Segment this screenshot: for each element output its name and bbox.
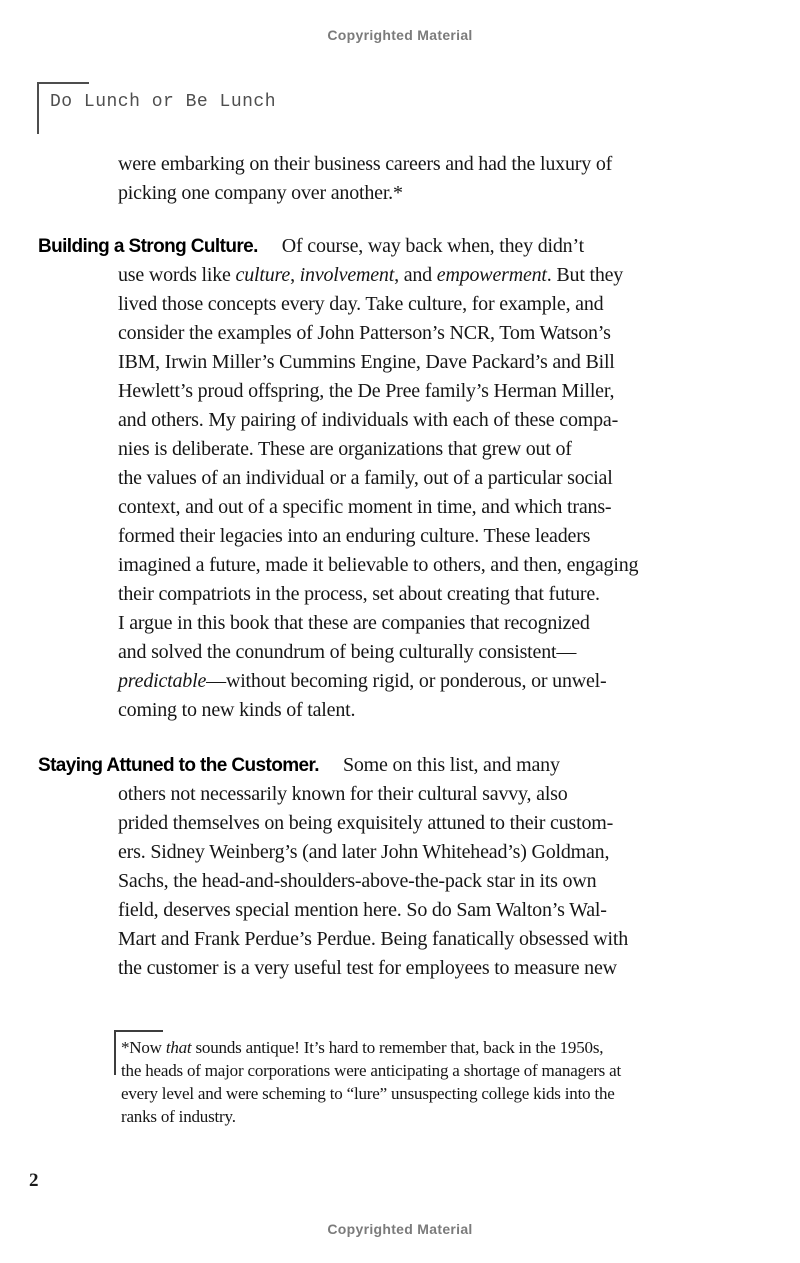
text-line: Hewlett’s proud offspring, the De Pree family’s Herman Miller, (118, 380, 615, 402)
text-line: Sachs, the head-and-shoulders-above-the-pack star in its own (118, 870, 597, 892)
text-line: use words like culture, involvement, and empowerment. But they (118, 264, 624, 286)
section-first-line (38, 751, 628, 780)
text-line: predictable—without becoming rigid, or ponderous, or unwel- (118, 670, 607, 692)
section-first-line-text: Some on this list, and many (342, 754, 560, 776)
text-line: every level and were scheming to “lure” unsuspecting college kids into the (121, 1084, 615, 1103)
text-line: prided themselves on being exquisitely attuned to their custom- (118, 812, 614, 834)
text-line: consider the examples of John Patterson’s NCR, Tom Watson’s (118, 322, 611, 344)
text-line: picking one company over another.* (118, 182, 403, 204)
text-line: context, and out of a specific moment in time, and which trans- (118, 496, 612, 518)
text-line: ranks of industry. (121, 1107, 236, 1126)
text-line: IBM, Irwin Miller’s Cummins Engine, Dave Packard’s and Bill (118, 351, 615, 373)
text-line: Mart and Frank Perdue’s Perdue. Being fanatically obsessed with (118, 928, 629, 950)
text-line: nies is deliberate. These are organizations that grew out of (118, 438, 572, 460)
section-heading: Building a Strong Culture. (38, 236, 258, 257)
section-building-a-strong-culture (38, 232, 638, 725)
footnote (121, 1036, 621, 1128)
copyright-notice-bottom: Copyrighted Material (327, 1221, 473, 1237)
section-heading: Staying Attuned to the Customer. (38, 755, 319, 776)
text-line: *Now that sounds antique! It’s hard to remember that, back in the 1950s, (121, 1038, 604, 1057)
opening-paragraph (118, 150, 612, 208)
text-line: the customer is a very useful test for employees to measure new (118, 957, 617, 979)
text-line: and others. My pairing of individuals with each of these compa- (118, 409, 619, 431)
text-line: their compatriots in the process, set about creating that future. (118, 583, 600, 605)
text-line: imagined a future, made it believable to others, and then, engaging (118, 554, 639, 576)
section-body (118, 261, 638, 725)
text-line: and solved the conundrum of being culturally consistent— (118, 641, 577, 663)
page-number: 2 (29, 1170, 39, 1191)
text-line: formed their legacies into an enduring culture. These leaders (118, 525, 591, 547)
text-line: coming to new kinds of talent. (118, 699, 356, 721)
text-line: I argue in this book that these are companies that recognized (118, 612, 590, 634)
text-line: the values of an individual or a family, out of a particular social (118, 467, 613, 489)
text-line: were embarking on their business careers and had the luxury of (118, 153, 613, 175)
section-first-line-text: Of course, way back when, they didn’t (281, 235, 584, 257)
text-line: field, deserves special mention here. So do Sam Walton’s Wal- (118, 899, 607, 921)
running-header: Do Lunch or Be Lunch (50, 92, 277, 112)
copyright-notice-top: Copyrighted Material (327, 27, 473, 43)
section-first-line (38, 232, 638, 261)
text-line: lived those concepts every day. Take culture, for example, and (118, 293, 604, 315)
text-line: the heads of major corporations were anticipating a shortage of managers at (121, 1061, 621, 1080)
text-line: others not necessarily known for their cultural savvy, also (118, 783, 568, 805)
section-body (118, 780, 628, 983)
text-line: ers. Sidney Weinberg’s (and later John Whitehead’s) Goldman, (118, 841, 610, 863)
section-staying-attuned-to-the-customer (38, 751, 628, 983)
